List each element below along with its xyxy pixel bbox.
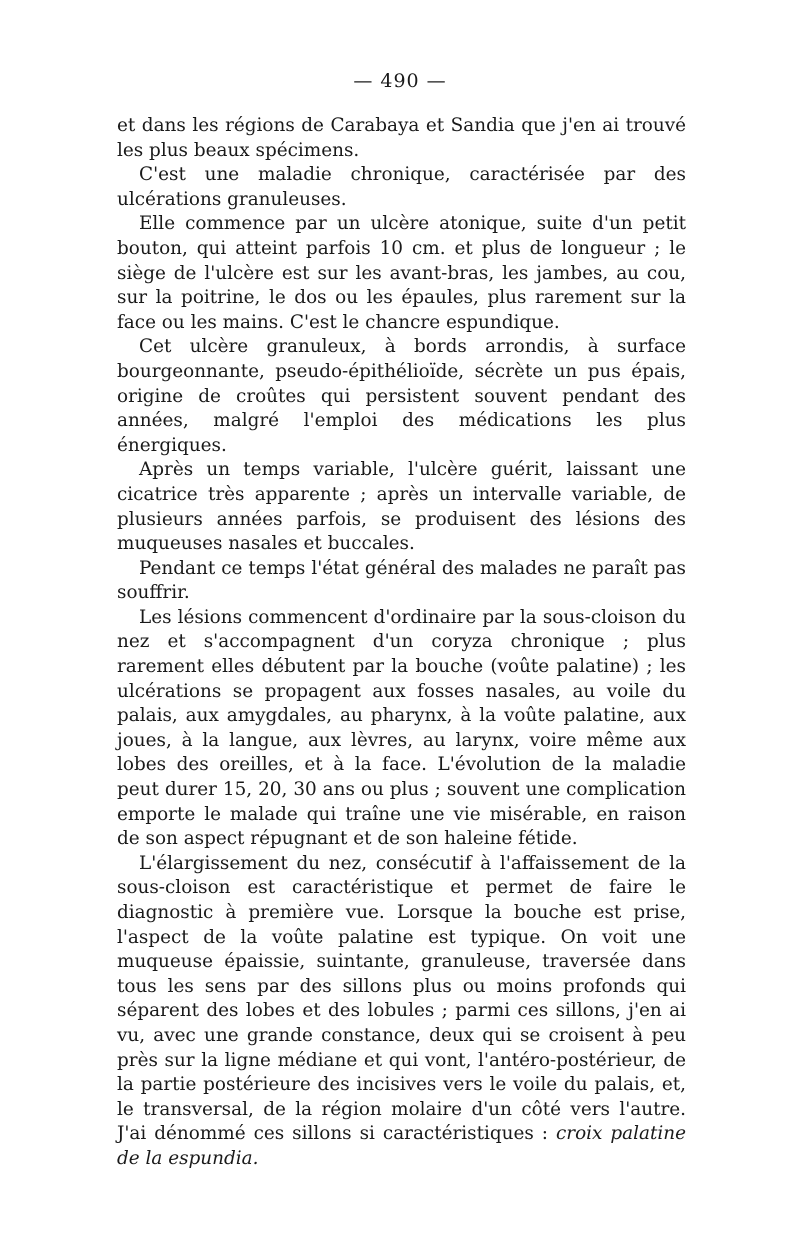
paragraph-text: et dans les régions de Carabaya et Sandia que j'en ai trouvé les plus beaux spécimens. xyxy=(117,115,686,161)
paragraph-text: Les lésions commencent d'ordinaire par la sous-cloison du nez et s'accompagnent d'un coryza chronique ; plus rarement elles débutent par la bouche (voûte palatine) ; les ulcérations se propagent aux fosses nasales, au voile du palais, aux amygdales, au pharynx, à la voûte palatine, aux joues, à la langue, aux lèvres, au larynx, voire même aux lobes des oreilles, et à la face. L'évolution de la maladie peut durer 15, 20, 30 ans ou plus ; souvent une complication emporte le malade qui traîne une vie misérable, en raison de son aspect répugnant et de son haleine fétide. xyxy=(117,606,686,850)
paragraph xyxy=(117,212,686,335)
paragraph-text: L'élargissement du nez, consécutif à l'affaissement de la sous-cloison est caractéristique et permet de faire le diagnostic à première vue. Lorsque la bouche est prise, l'aspect de la voûte palatine est typique. On voit une muqueuse épaissie, suintante, granuleuse, traversée dans tous les sens par des sillons plus ou moins profonds qui séparent des lobes et des lobules ; parmi ces sillons, j'en ai vu, avec une grande constance, deux qui se croisent à peu près sur la ligne médiane et qui vont, l'antéro-postérieur, de la partie postérieure des incisives vers le voile du palais, et, le transversal, de la région molaire d'un côté vers l'autre. J'ai dénommé ces sillons si caractéristiques : xyxy=(117,852,686,1145)
italic-term: croix palatine de la espundia. xyxy=(117,1123,686,1169)
paragraph xyxy=(117,163,686,212)
page-number: — 490 — xyxy=(353,70,447,92)
paragraph xyxy=(117,557,686,606)
paragraph-text: Après un temps variable, l'ulcère guérit, laissant une cicatrice très apparente ; après un intervalle variable, de plusieurs années parfois, se produisent des lésions des muqueuses nasales et buccales. xyxy=(117,459,686,555)
paragraph xyxy=(117,335,686,458)
paragraph xyxy=(117,458,686,556)
paragraph-text: Elle commence par un ulcère atonique, suite d'un petit bouton, qui atteint parfois 10 cm. et plus de longueur ; le siège de l'ulcère est sur les avant-bras, les jambes, au cou, sur la poitrine, le dos ou les épaules, plus rarement sur la face ou les mains. C'est le chancre espundique. xyxy=(117,213,686,333)
paragraph xyxy=(117,114,686,163)
body-text xyxy=(117,114,686,1172)
paragraph xyxy=(117,606,686,852)
paragraph xyxy=(117,852,686,1172)
paragraph-text: Cet ulcère granuleux, à bords arrondis, à surface bourgeonnante, pseudo-épithélioïde, sécrète un pus épais, origine de croûtes qui persistent souvent pendant des années, malgré l'emploi des médications les plus énergiques. xyxy=(117,336,686,456)
paragraph-text: C'est une maladie chronique, caractérisée par des ulcérations granuleuses. xyxy=(117,164,686,210)
paragraph-text: Pendant ce temps l'état général des malades ne paraît pas souffrir. xyxy=(117,557,686,604)
